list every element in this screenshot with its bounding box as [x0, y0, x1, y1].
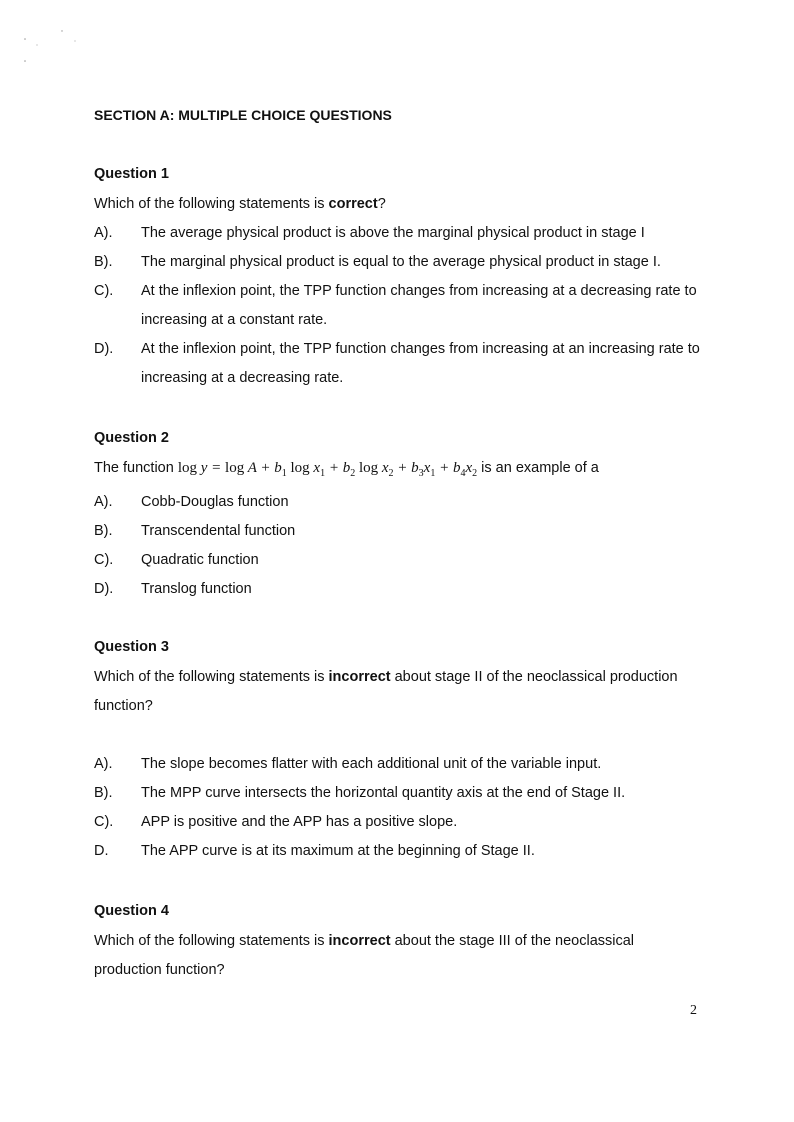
question-title: Question 2	[94, 430, 169, 446]
question-stem: Which of the following statements is correct?	[94, 196, 386, 212]
question-title: Question 1	[94, 166, 169, 182]
question-4	[94, 903, 704, 985]
stem-emphasis: incorrect	[328, 933, 391, 949]
question-2	[94, 430, 704, 604]
question-title: Question 3	[94, 639, 169, 655]
question-3	[94, 639, 704, 866]
section-title: SECTION A: MULTIPLE CHOICE QUESTIONS	[94, 107, 392, 123]
option-a: A). The average physical product is above the marginal physical product in stage I	[94, 225, 645, 241]
option-c: C). APP is positive and the APP has a positive slope.	[94, 814, 458, 830]
question-1	[94, 166, 704, 393]
option-b: B). Transcendental function	[94, 523, 296, 539]
stem-emphasis: incorrect	[328, 669, 391, 685]
question-stem: Which of the following statements is incorrect about the stage III of the neoclassical production function?	[94, 933, 635, 978]
options-list	[94, 750, 704, 866]
spacer	[94, 721, 704, 750]
option-d: D). At the inflexion point, the TPP function changes from increasing at an increasing rate to increasing at a decreasing rate.	[94, 341, 700, 386]
question-stem: The function $\log y = \log A + b_1$ $\log x_1 + b_2$ $\log x_2 + b_3x_1 + b_4x_2$ is an example of a	[94, 460, 599, 479]
option-a: A). The slope becomes flatter with each additional unit of the variable input.	[94, 756, 602, 772]
option-c: C). Quadratic function	[94, 552, 259, 568]
options-list	[94, 219, 704, 393]
option-b: B). The MPP curve intersects the horizontal quantity axis at the end of Stage II.	[94, 785, 626, 801]
options-list	[94, 488, 704, 604]
stem-emphasis: correct	[328, 196, 378, 212]
option-b: B). The marginal physical product is equal to the average physical product in stage I.	[94, 254, 661, 270]
question-stem: Which of the following statements is incorrect about stage II of the neoclassical production function?	[94, 669, 678, 714]
page-number: 2	[690, 1003, 697, 1018]
option-a: A). Cobb-Douglas function	[94, 494, 289, 510]
scan-specks	[20, 25, 90, 65]
formula: $\log y = \log A + b_1$ $\log x_1 + b_2$ $\log x_2 + b_3x_1 + b_4x_2$	[177, 460, 478, 479]
option-d: D). Translog function	[94, 581, 252, 597]
option-c: C). At the inflexion point, the TPP function changes from increasing at a decreasing rate to increasing at a constant rate.	[94, 283, 697, 328]
option-d: D. The APP curve is at its maximum at the beginning of Stage II.	[94, 843, 535, 859]
question-title: Question 4	[94, 903, 169, 919]
